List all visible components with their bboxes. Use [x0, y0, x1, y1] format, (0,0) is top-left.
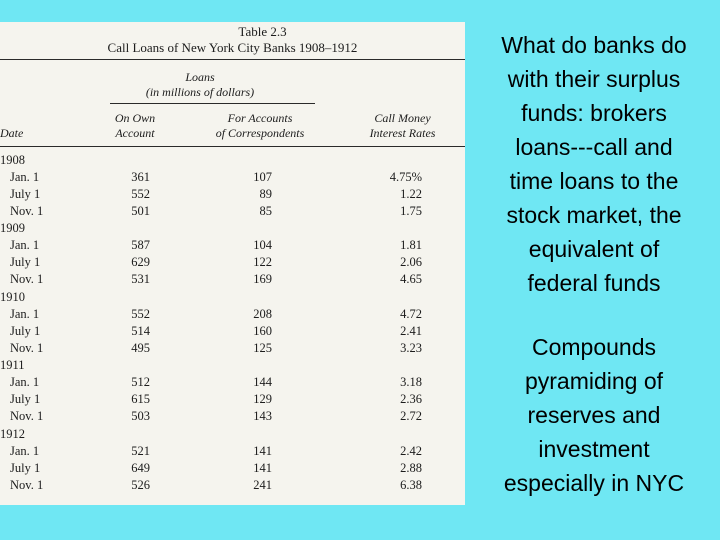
year-label: 1911 [0, 358, 25, 372]
corr-cell: 129 [253, 392, 272, 406]
note-line: Compounds [531, 334, 657, 360]
note-line: What do banks do [501, 32, 687, 58]
year-label: 1908 [0, 153, 25, 167]
own-cell: 615 [131, 392, 150, 406]
corr-cell: 141 [253, 444, 272, 458]
own-cell: 587 [131, 238, 150, 252]
rate-cell: 4.65 [400, 272, 422, 286]
note-line: especially in NYC [503, 470, 685, 496]
corr-cell: 143 [253, 409, 272, 423]
note-line: funds: brokers [521, 100, 667, 126]
note-line: loans---call and [515, 134, 673, 160]
own-cell: 526 [131, 478, 150, 492]
rate-cell: 2.42 [400, 444, 422, 458]
note-line: stock market, the [506, 202, 682, 228]
date-cell: Jan. 1 [10, 307, 40, 321]
date-cell: July 1 [10, 392, 41, 406]
own-cell: 521 [131, 444, 150, 458]
table-title: Call Loans of New York City Banks 1908–1912 [107, 40, 358, 55]
rate-cell: 1.75 [400, 204, 422, 218]
scanned-table-image [0, 22, 465, 505]
col-own-line1: On Own [114, 111, 156, 125]
own-cell: 501 [131, 204, 150, 218]
date-cell: Jan. 1 [10, 444, 40, 458]
note-paragraph-2 [470, 330, 718, 500]
corr-cell: 89 [259, 187, 272, 201]
own-cell: 495 [131, 341, 150, 355]
col-rate-line1: Call Money [374, 111, 431, 125]
col-rate-line2: Interest Rates [369, 126, 436, 140]
corr-cell: 104 [253, 238, 272, 252]
own-cell: 361 [131, 170, 150, 184]
rate-cell: 1.22 [400, 187, 422, 201]
date-cell: Nov. 1 [10, 341, 44, 355]
corr-cell: 141 [253, 461, 272, 475]
corr-cell: 160 [253, 324, 272, 338]
group-header-units: (in millions of dollars) [145, 85, 255, 99]
rate-cell: 2.06 [400, 255, 422, 269]
note-line: with their surplus [507, 66, 681, 92]
header-rule [0, 146, 465, 147]
rate-cell: 6.38 [400, 478, 422, 492]
date-cell: July 1 [10, 324, 41, 338]
own-cell: 512 [131, 375, 150, 389]
note-line: pyramiding of [524, 368, 664, 394]
date-cell: Nov. 1 [10, 204, 44, 218]
own-cell: 514 [131, 324, 150, 338]
corr-cell: 107 [253, 170, 272, 184]
rate-cell: 2.41 [400, 324, 422, 338]
date-cell: July 1 [10, 255, 41, 269]
corr-cell: 169 [253, 272, 272, 286]
col-corr-line1: For Accounts [227, 111, 293, 125]
note-line: reserves and [527, 402, 661, 428]
year-label: 1910 [0, 290, 25, 304]
year-label: 1909 [0, 221, 25, 235]
corr-cell: 85 [259, 204, 272, 218]
note-line: investment [538, 436, 650, 462]
corr-cell: 122 [253, 255, 272, 269]
own-cell: 552 [131, 187, 150, 201]
rate-cell: 4.72 [400, 307, 422, 321]
date-cell: Nov. 1 [10, 272, 44, 286]
corr-cell: 241 [253, 478, 272, 492]
corr-cell: 144 [253, 375, 272, 389]
date-cell: July 1 [10, 187, 41, 201]
own-cell: 531 [131, 272, 150, 286]
rate-cell: 4.75% [389, 170, 422, 184]
rate-cell: 2.72 [400, 409, 422, 423]
date-cell: July 1 [10, 461, 41, 475]
group-header-loans: Loans [185, 70, 215, 84]
table-number: Table 2.3 [238, 24, 287, 39]
col-own-line2: Account [115, 126, 155, 140]
year-label: 1912 [0, 427, 25, 441]
note-line: federal funds [527, 270, 661, 296]
rate-cell: 3.23 [400, 341, 422, 355]
own-cell: 649 [131, 461, 150, 475]
rate-cell: 2.36 [400, 392, 422, 406]
group-header-rule [110, 103, 315, 104]
note-line: equivalent of [528, 236, 660, 262]
own-cell: 552 [131, 307, 150, 321]
corr-cell: 208 [253, 307, 272, 321]
rate-cell: 3.18 [400, 375, 422, 389]
own-cell: 503 [131, 409, 150, 423]
rate-cell: 1.81 [400, 238, 422, 252]
title-rule [0, 59, 465, 60]
date-cell: Jan. 1 [10, 375, 40, 389]
col-corr-line2: of Correspondents [215, 126, 305, 140]
note-line: time loans to the [509, 168, 679, 194]
date-cell: Jan. 1 [10, 238, 40, 252]
col-date: Date [0, 126, 24, 140]
date-cell: Jan. 1 [10, 170, 40, 184]
corr-cell: 125 [253, 341, 272, 355]
own-cell: 629 [131, 255, 150, 269]
date-cell: Nov. 1 [10, 409, 44, 423]
date-cell: Nov. 1 [10, 478, 44, 492]
rate-cell: 2.88 [400, 461, 422, 475]
note-paragraph-1 [470, 28, 718, 300]
